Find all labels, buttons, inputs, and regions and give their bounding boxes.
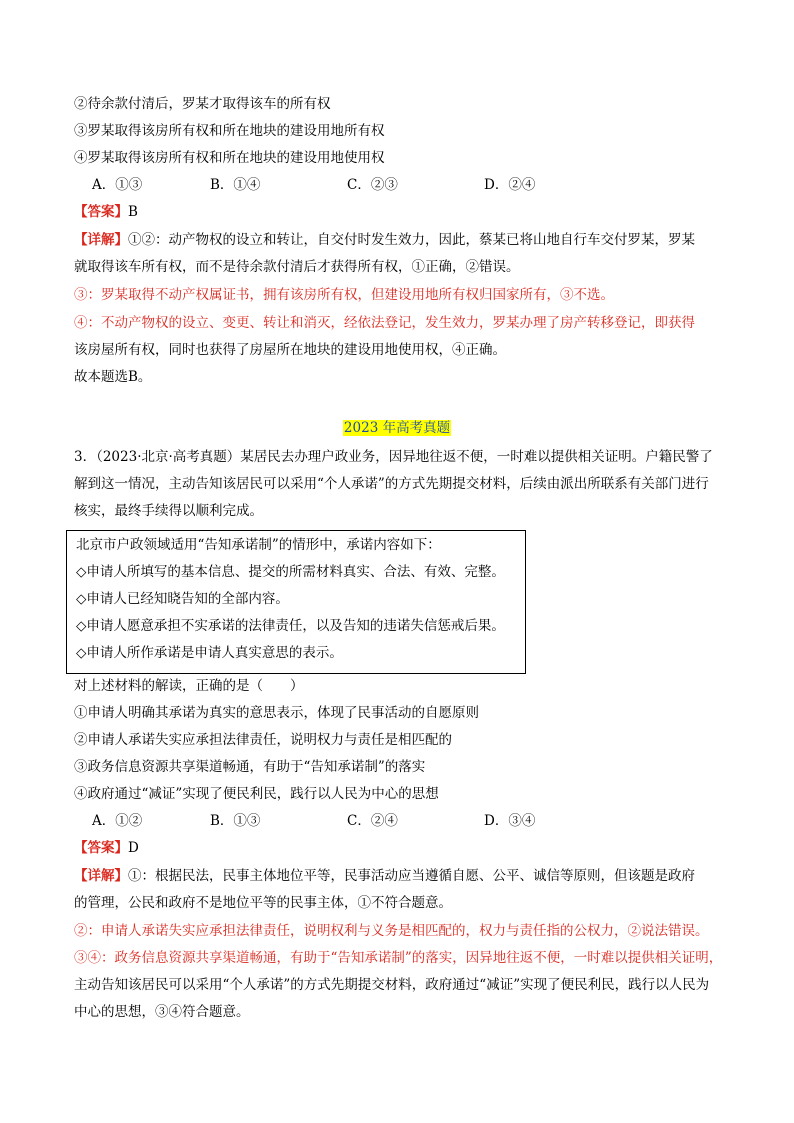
q2-explain-line-4: ④：不动产物权的设立、变更、转让和消灭，经依法登记，发生效力，罗某办理了房产转移登记，即获得	[74, 315, 695, 331]
q3-statement-2: ②申请人承诺失实应承担法律责任，说明权力与责任是相匹配的	[74, 732, 452, 748]
q3-statement-3: ③政务信息资源共享渠道畅通，有助于“告知承诺制”的落实	[74, 759, 426, 775]
q3-explain-line-2: 的管理，公民和政府不是地位平等的民事主体，①不符合题意。	[74, 895, 452, 911]
q3-explain-line-1: 【详解】①：根据民法，民事主体地位平等，民事活动应当遵循自愿、公平、诚信等原则，但该题是政府	[74, 868, 695, 884]
q3-explain-line-3: ②：申请人承诺失实应承担法律责任，说明权利与义务是相匹配的，权力与责任指的公权力，②说法错误。	[74, 923, 709, 939]
q2-statement-2: ②待余款付清后，罗某才取得该车的所有权	[74, 96, 331, 112]
q3-answer-value: D	[128, 840, 139, 856]
q3-option-b: B．①③	[210, 813, 261, 829]
section-title	[0, 419, 794, 437]
q3-answer-label: 【答案】	[74, 840, 128, 856]
q3-explain-line-4: ③④：政务信息资源共享渠道畅通，有助于“告知承诺制”的落实，因异地往返不便，一时难以提供相关证明，	[74, 950, 723, 966]
q2-statement-3: ③罗某取得该房所有权和所在地块的建设用地所有权	[74, 123, 385, 139]
q3-stem-line-1: 3．（2023·北京·高考真题）某居民去办理户政业务，因异地往返不便，一时难以提供相关证明。户籍民警了	[74, 449, 713, 465]
q2-explain-line-5: 该房屋所有权，同时也获得了房屋所在地块的建设用地使用权，④正确。	[74, 342, 506, 358]
q3-answer	[74, 838, 139, 858]
q3-box-line-1: 北京市户政领域适用“告知承诺制”的情形中，承诺内容如下：	[76, 537, 441, 553]
q2-explain-line-6: 故本题选B。	[74, 369, 152, 385]
q3-stem-line-3: 核实，最终手续得以顺利完成。	[74, 503, 263, 519]
q3-explain-line-6: 中心的思想，③④符合题意。	[74, 1004, 250, 1020]
q3-box-line-2: ◇申请人所填写的基本信息、提交的所需材料真实、合法、有效、完整。	[76, 564, 505, 580]
q3-explain-label: 【详解】	[74, 868, 128, 884]
q2-answer-label: 【答案】	[74, 204, 128, 220]
q3-box-line-3: ◇申请人已经知晓告知的全部内容。	[76, 591, 289, 607]
q2-answer	[74, 202, 138, 222]
q2-explain-line-3: ③：罗某取得不动产权属证书，拥有该房所有权，但建设用地所有权归国家所有，③不选。	[74, 287, 614, 303]
q3-explain-line-5: 主动告知该居民可以采用“个人承诺”的方式先期提交材料，政府通过“减证”实现了便民利民，践行以人民为	[74, 977, 710, 993]
q2-option-a: A．①③	[92, 177, 143, 193]
q3-option-c: C．②④	[347, 813, 398, 829]
q2-explain-label: 【详解】	[74, 232, 128, 248]
q3-question: 对上述材料的解读，正确的是（ ）	[74, 678, 304, 694]
q3-box-line-4: ◇申请人愿意承担不实承诺的法律责任，以及告知的违诺失信惩戒后果。	[76, 618, 505, 634]
section-title-text: 2023 年高考真题	[343, 420, 451, 436]
q2-answer-value: B	[128, 204, 138, 220]
q3-box-line-5: ◇申请人所作承诺是申请人真实意思的表示。	[76, 645, 343, 661]
q3-stem-line-2: 解到这一情况，主动告知该居民可以采用“个人承诺”的方式先期提交材料，后续由派出所联系有关部门进行	[74, 476, 709, 492]
q2-option-d: D．②④	[484, 177, 536, 193]
q2-option-c: C．②③	[347, 177, 398, 193]
q3-option-d: D．③④	[484, 813, 536, 829]
q2-statement-4: ④罗某取得该房所有权和所在地块的建设用地使用权	[74, 150, 385, 166]
q3-option-a: A．①②	[92, 813, 143, 829]
q3-statement-4: ④政府通过“减证”实现了便民利民，践行以人民为中心的思想	[74, 786, 439, 802]
q2-explain-line-1: 【详解】①②：动产物权的设立和转让，自交付时发生效力，因此，蔡某已将山地自行车交付罗某，罗某	[74, 232, 695, 248]
q2-explain-line-2: 就取得该车所有权，而不是待余款付清后才获得所有权，①正确，②错误。	[74, 259, 520, 275]
q2-option-b: B．①④	[210, 177, 261, 193]
q3-statement-1: ①申请人明确其承诺为真实的意思表示，体现了民事活动的自愿原则	[74, 705, 479, 721]
q3-material-box	[66, 530, 526, 674]
